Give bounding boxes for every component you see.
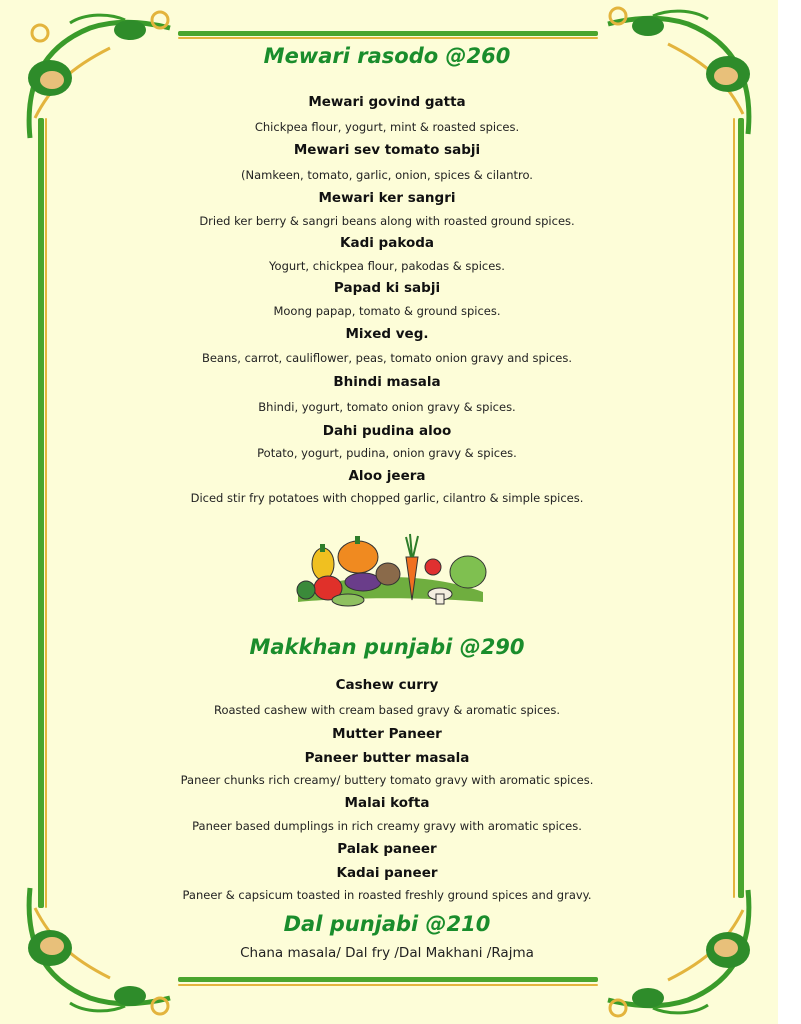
left-border bbox=[38, 118, 44, 908]
right-border bbox=[738, 118, 744, 898]
dish-name: Mutter Paneer bbox=[332, 726, 442, 742]
dish-desc: Potato, yogurt, pudina, onion gravy & spices. bbox=[257, 446, 517, 460]
dish-desc: Bhindi, yogurt, tomato onion gravy & spices. bbox=[258, 400, 516, 414]
top-border-gold bbox=[178, 37, 598, 39]
left-border-gold bbox=[45, 118, 47, 908]
dish-name: Mewari sev tomato sabji bbox=[293, 142, 481, 158]
top-border bbox=[178, 31, 598, 36]
vegetables-illustration bbox=[288, 522, 488, 614]
dish-name: Mewari ker sangri bbox=[318, 190, 456, 206]
dish-name: Kadai paneer bbox=[336, 865, 438, 881]
dish-desc: Roasted cashew with cream based gravy & aromatic spices. bbox=[213, 703, 561, 717]
dish-name: Palak paneer bbox=[337, 841, 437, 857]
dish-name: Bhindi masala bbox=[333, 374, 441, 390]
dish-desc: Moong papap, tomato & ground spices. bbox=[273, 304, 501, 318]
section-title: Makkhan punjabi @290 bbox=[249, 635, 525, 659]
dal-list: Chana masala/ Dal fry /Dal Makhani /Rajma bbox=[240, 945, 534, 961]
dish-name: Paneer butter masala bbox=[304, 750, 470, 766]
dish-desc: Paneer & capsicum toasted in roasted freshly ground spices and gravy. bbox=[182, 888, 592, 902]
dish-desc: Diced stir fry potatoes with chopped garlic, cilantro & simple spices. bbox=[190, 491, 584, 505]
dish-name: Aloo jeera bbox=[348, 468, 426, 484]
right-margin bbox=[778, 0, 801, 1024]
bottom-border bbox=[178, 977, 598, 982]
dish-name: Kadi pakoda bbox=[340, 235, 434, 251]
dish-desc: Paneer based dumplings in rich creamy gravy with aromatic spices. bbox=[192, 819, 582, 833]
dish-name: Mewari govind gatta bbox=[308, 94, 466, 110]
dish-name: Cashew curry bbox=[335, 677, 439, 693]
dish-name: Mixed veg. bbox=[345, 326, 429, 342]
dish-desc: Paneer chunks rich creamy/ buttery tomato gravy with aromatic spices. bbox=[180, 773, 594, 787]
section-title: Dal punjabi @210 bbox=[283, 912, 491, 936]
dish-name: Malai kofta bbox=[344, 795, 430, 811]
bottom-border-gold bbox=[178, 984, 598, 986]
dish-desc: Dried ker berry & sangri beans along with roasted ground spices. bbox=[199, 214, 575, 228]
right-border-gold bbox=[733, 118, 735, 898]
dish-desc: Yogurt, chickpea flour, pakodas & spices. bbox=[269, 259, 505, 273]
dish-desc: (Namkeen, tomato, garlic, onion, spices & cilantro. bbox=[241, 168, 533, 182]
dish-desc: Chickpea flour, yogurt, mint & roasted spices. bbox=[254, 120, 520, 134]
dish-desc: Beans, carrot, cauliflower, peas, tomato onion gravy and spices. bbox=[201, 351, 573, 365]
section-title: Mewari rasodo @260 bbox=[263, 44, 511, 68]
dish-name: Papad ki sabji bbox=[333, 280, 441, 296]
dish-name: Dahi pudina aloo bbox=[322, 423, 452, 439]
